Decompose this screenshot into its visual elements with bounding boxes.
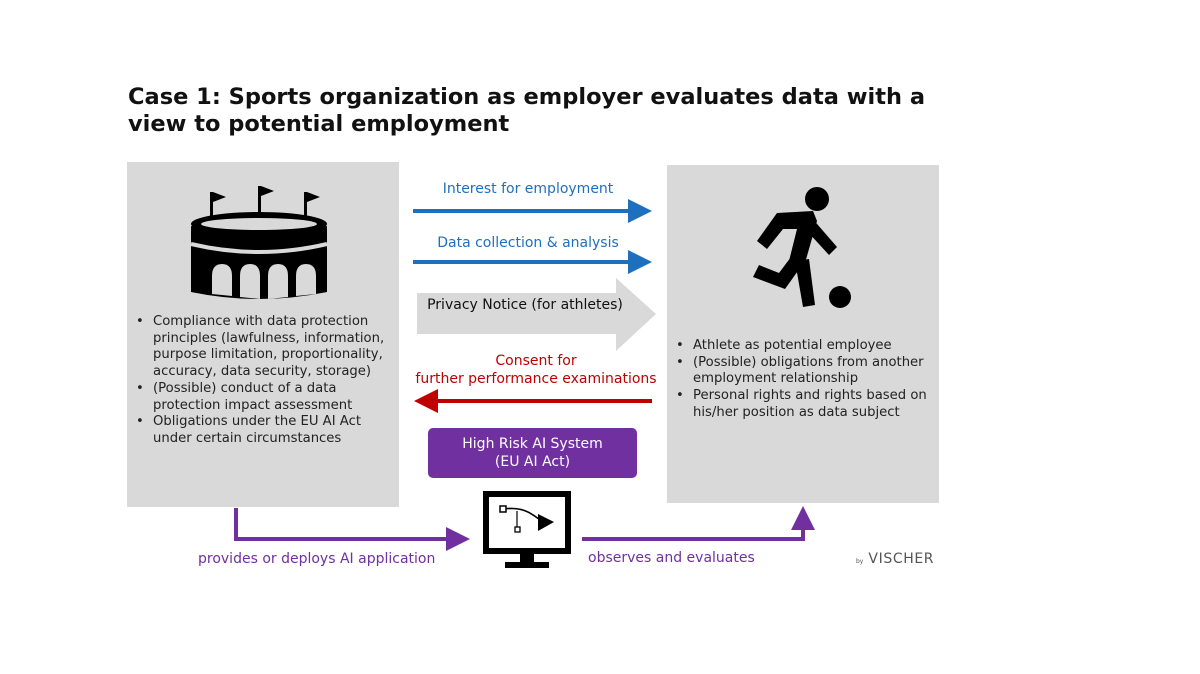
provides-arrow: [236, 508, 462, 539]
list-item: • Personal rights and rights based on his/her position as data subject: [667, 388, 939, 421]
high-risk-ai-system-box: [428, 428, 637, 478]
high-risk-ai-label: High Risk AI System: [462, 436, 603, 452]
monitor-vector-icon: [483, 491, 571, 568]
vischer-logo: [856, 551, 934, 567]
page-title: Case 1: Sports organization as employer evaluates data with a view to potential employment: [128, 84, 926, 137]
list-item: • Obligations under the EU AI Act under certain circumstances: [127, 414, 399, 447]
list-item: • Compliance with data protection principles (lawfulness, information, purpose limitation, proportionality, accuracy, data security, storage): [127, 314, 399, 381]
brand-prefix: by: [856, 558, 864, 565]
observes-arrow: [582, 514, 803, 539]
list-item: • (Possible) obligations from another employment relationship: [667, 355, 939, 388]
eu-ai-act-label: (EU AI Act): [494, 454, 571, 470]
brand-name: VISCHER: [868, 551, 935, 567]
list-item: • Athlete as potential employee: [667, 338, 939, 355]
data-collection-label: Data collection & analysis: [437, 235, 619, 251]
observes-label: observes and evaluates: [588, 550, 755, 566]
list-item: • (Possible) conduct of a data protection impact assessment: [127, 381, 399, 414]
privacy-notice-label: Privacy Notice (for athletes): [427, 297, 623, 313]
provides-label: provides or deploys AI application: [198, 551, 436, 567]
interest-label: Interest for employment: [442, 181, 614, 197]
privacy-notice-arrow: [417, 278, 656, 351]
consent-label-line2: further performance examinations: [415, 371, 657, 387]
consent-label-line1: Consent for: [495, 353, 577, 369]
